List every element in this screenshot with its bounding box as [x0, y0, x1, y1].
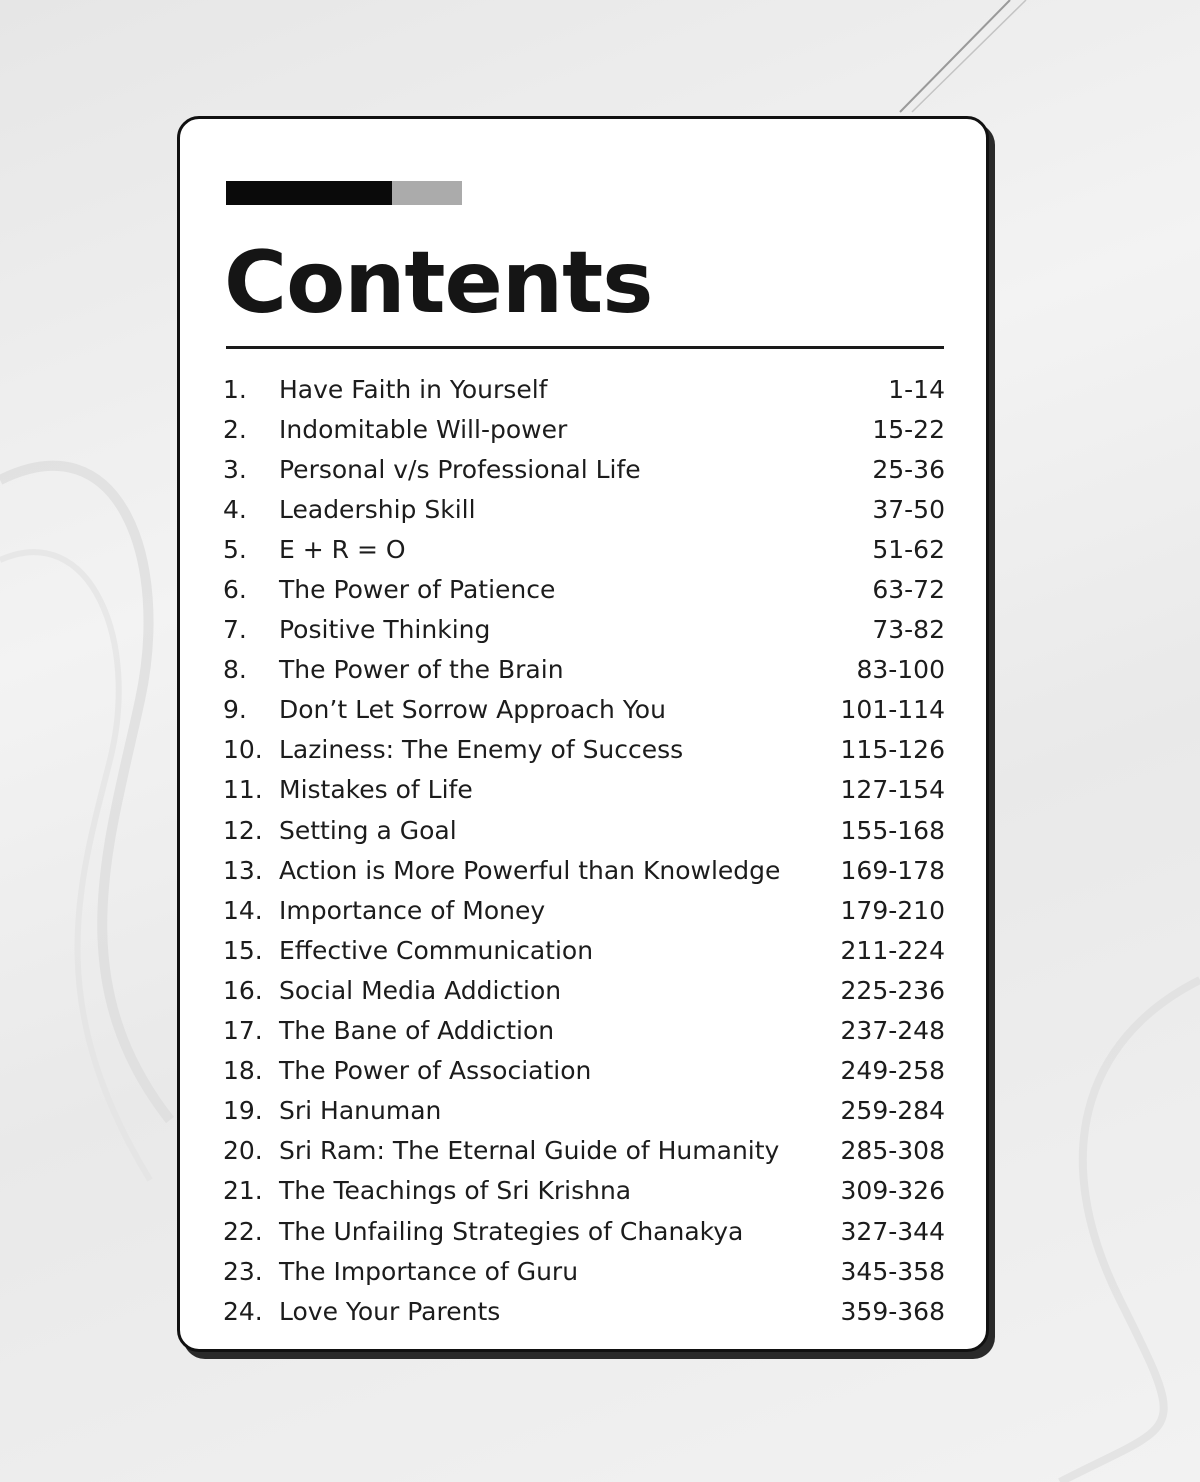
- toc-entry-title: Personal v/s Professional Life: [279, 454, 641, 484]
- toc-entry-number: 7.: [223, 615, 247, 645]
- toc-entry-pages: 25-36: [872, 454, 945, 484]
- toc-entry-number: 4.: [223, 494, 247, 524]
- toc-entry-number: 12.: [223, 815, 263, 845]
- toc-entry-pages: 63-72: [872, 575, 945, 605]
- toc-entry-title: The Unfailing Strategies of Chanakya: [279, 1216, 744, 1246]
- toc-entry: [223, 529, 945, 569]
- toc-entry: [223, 930, 945, 970]
- toc-entry: [223, 770, 945, 810]
- toc-entry-title: Laziness: The Enemy of Success: [279, 735, 684, 765]
- toc-entry-pages: 73-82: [872, 615, 945, 645]
- toc-entry: [223, 650, 945, 690]
- toc-entry-number: 1.: [223, 374, 247, 404]
- toc-entry-pages: 309-326: [840, 1176, 945, 1206]
- toc-entry-pages: 211-224: [840, 935, 945, 965]
- toc-entry: [223, 690, 945, 730]
- toc-entry-pages: 225-236: [840, 975, 945, 1005]
- toc-entry: [223, 1251, 945, 1291]
- toc-entry-number: 16.: [223, 975, 263, 1005]
- toc-entry-pages: 259-284: [840, 1096, 945, 1126]
- toc-entry-pages: 51-62: [872, 534, 945, 564]
- contents-list: [223, 369, 945, 1331]
- toc-entry-title: Mistakes of Life: [279, 775, 473, 805]
- toc-entry-title: Positive Thinking: [279, 615, 491, 645]
- toc-entry-title: Social Media Addiction: [279, 975, 562, 1005]
- toc-entry-pages: 1-14: [888, 374, 945, 404]
- toc-entry: [223, 1211, 945, 1251]
- toc-entry: [223, 850, 945, 890]
- toc-entry-number: 21.: [223, 1176, 263, 1206]
- toc-entry-number: 22.: [223, 1216, 263, 1246]
- toc-entry-title: Setting a Goal: [279, 815, 457, 845]
- toc-entry-pages: 155-168: [840, 815, 945, 845]
- toc-entry-title: Effective Communication: [279, 935, 594, 965]
- toc-entry-number: 18.: [223, 1056, 263, 1086]
- toc-entry-pages: 179-210: [840, 895, 945, 925]
- toc-entry-number: 14.: [223, 895, 263, 925]
- toc-entry-pages: 169-178: [840, 855, 945, 885]
- toc-entry-number: 8.: [223, 655, 247, 685]
- toc-entry-pages: 249-258: [840, 1056, 945, 1086]
- title-divider: [226, 346, 944, 349]
- toc-entry-number: 5.: [223, 534, 247, 564]
- toc-entry-number: 2.: [223, 414, 247, 444]
- toc-entry-title: The Power of the Brain: [279, 655, 564, 685]
- toc-entry-pages: 285-308: [840, 1136, 945, 1166]
- toc-entry: [223, 569, 945, 609]
- toc-entry-title: Importance of Money: [279, 895, 546, 925]
- toc-entry: [223, 1051, 945, 1091]
- toc-entry-title: The Power of Patience: [279, 575, 556, 605]
- toc-entry-pages: 15-22: [872, 414, 945, 444]
- toc-entry: [223, 369, 945, 409]
- toc-entry-title: Indomitable Will-power: [279, 414, 568, 444]
- toc-entry-pages: 359-368: [840, 1296, 945, 1326]
- toc-entry: [223, 810, 945, 850]
- toc-entry-title: E + R = O: [279, 534, 406, 564]
- toc-entry-pages: 37-50: [872, 494, 945, 524]
- toc-entry-number: 17.: [223, 1016, 263, 1046]
- toc-entry-title: Love Your Parents: [279, 1296, 501, 1326]
- accent-bar-dark: [226, 181, 392, 205]
- toc-entry-number: 13.: [223, 855, 263, 885]
- toc-entry-title: Action is More Powerful than Knowledge: [279, 855, 781, 885]
- toc-entry-pages: 101-114: [840, 695, 945, 725]
- toc-entry: [223, 409, 945, 449]
- toc-entry: [223, 449, 945, 489]
- accent-bar-light: [392, 181, 462, 205]
- toc-entry-title: Leadership Skill: [279, 494, 476, 524]
- toc-entry: [223, 1131, 945, 1171]
- toc-entry-number: 9.: [223, 695, 247, 725]
- toc-entry-title: The Power of Association: [279, 1056, 592, 1086]
- toc-entry-number: 11.: [223, 775, 263, 805]
- toc-entry-title: Sri Hanuman: [279, 1096, 442, 1126]
- toc-entry-title: The Teachings of Sri Krishna: [279, 1176, 632, 1206]
- toc-entry: [223, 1091, 945, 1131]
- toc-entry-number: 15.: [223, 935, 263, 965]
- accent-bar: [226, 181, 462, 205]
- toc-entry-number: 10.: [223, 735, 263, 765]
- toc-entry-number: 23.: [223, 1256, 263, 1286]
- toc-entry-number: 6.: [223, 575, 247, 605]
- toc-entry-pages: 237-248: [840, 1016, 945, 1046]
- contents-card: [177, 116, 989, 1352]
- toc-entry-number: 24.: [223, 1296, 263, 1326]
- toc-entry-pages: 127-154: [840, 775, 945, 805]
- toc-entry: [223, 1011, 945, 1051]
- toc-entry-number: 20.: [223, 1136, 263, 1166]
- toc-entry-title: The Importance of Guru: [279, 1256, 579, 1286]
- toc-entry: [223, 610, 945, 650]
- toc-entry: [223, 489, 945, 529]
- toc-entry: [223, 890, 945, 930]
- toc-entry-pages: 327-344: [840, 1216, 945, 1246]
- toc-entry: [223, 1171, 945, 1211]
- toc-entry-title: Have Faith in Yourself: [279, 374, 548, 404]
- toc-entry-number: 3.: [223, 454, 247, 484]
- toc-entry-title: The Bane of Addiction: [279, 1016, 555, 1046]
- toc-entry: [223, 730, 945, 770]
- toc-entry: [223, 970, 945, 1010]
- toc-entry-title: Don’t Let Sorrow Approach You: [279, 695, 666, 725]
- toc-entry-pages: 83-100: [856, 655, 945, 685]
- page-title: Contents: [224, 233, 653, 333]
- toc-entry-number: 19.: [223, 1096, 263, 1126]
- toc-entry-title: Sri Ram: The Eternal Guide of Humanity: [279, 1136, 780, 1166]
- toc-entry-pages: 115-126: [840, 735, 945, 765]
- toc-entry: [223, 1291, 945, 1331]
- toc-entry-pages: 345-358: [840, 1256, 945, 1286]
